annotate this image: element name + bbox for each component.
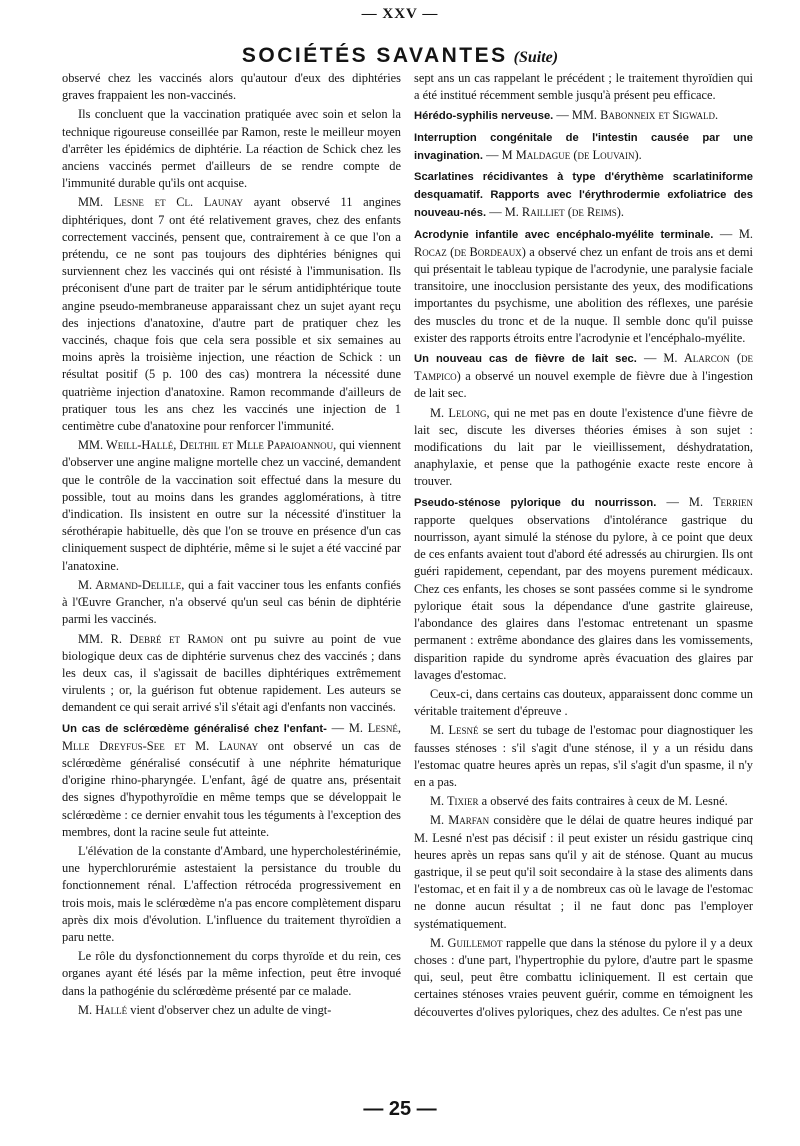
section-title: Interruption congénitale de l'intestin causée par une invagination. bbox=[414, 131, 753, 162]
paragraph bbox=[62, 1002, 401, 1019]
paragraph bbox=[414, 405, 753, 491]
author-names: MM. R. Debré et Ramon bbox=[78, 631, 224, 646]
author-names: M. Lelong, bbox=[430, 405, 490, 420]
author-names: — M. Rocaz (de Bordeaux) bbox=[414, 226, 753, 259]
left-column bbox=[62, 70, 401, 1021]
author-names: M. Armand-Delille, bbox=[78, 577, 185, 592]
author-names: — M. Alarcon (de Tampico) bbox=[414, 351, 753, 384]
author-names: M. Tixier bbox=[430, 794, 479, 809]
paragraph bbox=[414, 812, 753, 932]
author-names: — M. Terrien bbox=[666, 494, 753, 509]
paragraph-text: considère que le délai de quatre heures indiqué par M. Lesné n'est pas décisif : il peut exister un résidu gastrique cinq heures après un repas sans qu'il y ait de sténose. Quant au mucus gastrique, il se peut qu'il soit secondaire à la stase des aliments dans l'estomac, et en fait il y a de nombreux cas où le lavage de l'estomac ne donne aucun résultat ; il ne faut donc pas l'employer systématiquement. bbox=[414, 813, 753, 931]
paragraph-text: qui viennent d'observer une angine maligne mortelle chez un vacciné, demandent que le contrôle de la vaccination soit effectué dans la mesure du possible, tout au moins dans les grandes agglomérations, à titre d'indication. Ils insistent en outre sur la nécessité d'instituer la sérothérapie habituelle, dès que l'on se trouve en présence d'un cas cliniquement suspect de diphtérie, même si le sujet a été vacciné par l'anatoxine. bbox=[62, 438, 401, 573]
paragraph: sept ans un cas rappelant le précédent ; le traitement thyroïdien qui a été institué récemment semble jusqu'à présent peu efficace. bbox=[414, 71, 753, 103]
section-title: Hérédo-syphilis nerveuse. bbox=[414, 110, 554, 123]
paragraph-text: a observé un nouvel exemple de fièvre due à l'ingestion de lait sec. bbox=[414, 369, 753, 401]
author-names: M. Hallé bbox=[78, 1002, 128, 1017]
paragraph-text: qui ne met pas en doute l'existence d'une fièvre de lait sec, discute les diverses théories émises à son sujet : modifications du lait par le vieillissement, déshydratation, anaphylaxie, et pense que la pathogénie exacte reste encore à trouver. bbox=[414, 405, 754, 489]
paragraph-text: vient d'observer chez un adulte de vingt- bbox=[130, 1002, 332, 1017]
right-column bbox=[414, 70, 753, 1023]
paragraph bbox=[62, 631, 401, 717]
paragraph bbox=[414, 793, 753, 810]
section-title: Pseudo-sténose pylorique du nourrisson. bbox=[414, 496, 657, 509]
author-names: — M. Lesné, Mlle Dreyfus-See et M. Launay bbox=[62, 720, 401, 753]
paragraph-text: qui a fait vacciner tous les enfants confiés à l'Œuvre Grancher, n'a observé qu'un seul cas bénin de diphtérie parmi les vaccinés. bbox=[62, 577, 402, 627]
paragraph: Le rôle du dysfonctionnement du corps thyroïde et du rein, ces organes ayant été lésés par la même infection, peut être invoqué dans la pathogénie du sclérœdème présenté par ce malade. bbox=[62, 949, 401, 998]
paragraph: Ceux-ci, dans certains cas douteux, apparaissent donc comme un véritable traitement d'épreuve . bbox=[414, 686, 753, 719]
author-names: MM. Lesne et Cl. Launay bbox=[78, 195, 244, 210]
author-names: M. Lesné bbox=[430, 723, 479, 738]
paragraph bbox=[414, 935, 753, 1021]
paragraph-text: rapporte quelques observations d'intolérance gastrique du nourrisson, ayant simulé la sténose du pylore, à ce point que deux de ces enfants avaient tout d'abord été adressés au chirurgien. Ils ont guéri rapidement, cependant, par des moyens purement médicaux. Chez ces enfants, les choses se sont passées comme si le syndrome pylorique était sous la dépendance d'une gastrite glaireuse, l'abondance des glaires dans l'estomac entretenant un spasme permanent : extrême abondance des glaires dans les vomissements, disparition rapide du syndrome après évacuation des glaires par lavages d'estomac. bbox=[414, 512, 753, 682]
paragraph-text: ont pu suivre au point de vue biologique deux cas de diphtérie survenus chez des vaccinés ; dans les deux cas, il s'agissait de bacilles diphtériques extrêmement virulents ; or, la guérison fut obtenue rapidement. Les auteurs se demandent ce qui serait arrivé s'il s'était agi d'enfants non vaccinés. bbox=[62, 631, 401, 715]
section-title: Scarlatines récidivantes à type d'érythème scarlatiniforme desquamatif. Rapports avec l'érythrodermie exfoliatrice des nouveau-nés. bbox=[414, 171, 753, 220]
paragraph bbox=[414, 722, 753, 791]
author-names: — M. Railliet (de Reims). bbox=[489, 205, 624, 220]
page-number: — 25 — bbox=[363, 1098, 437, 1120]
paragraph bbox=[62, 194, 401, 435]
author-names: MM. Weill-Hallé, Delthil et Mlle Papaioannou, bbox=[78, 438, 337, 453]
paragraph-text: rappelle que dans la sténose du pylore il y a deux choses : d'une part, l'hypertrophie du pylore, d'autre part le spasme qui, seul, peut être combattu icliniquement. Il est certain que certaines sténoses vraies peuvent guérir, comme en témoignent les découvertes d'olives pyloriques, chez des adultes. Ce n'est pas une bbox=[414, 935, 753, 1019]
paragraph bbox=[62, 437, 401, 575]
section-title: Un cas de sclérœdème généralisé chez l'enfant- bbox=[62, 722, 327, 735]
section-title: Acrodynie infantile avec encéphalo-myélite terminale. bbox=[414, 228, 714, 241]
author-names: M. Guillemot bbox=[430, 935, 503, 950]
author-names: M. Marfan bbox=[430, 813, 490, 828]
author-names: — MM. Babonneix et Sigwald. bbox=[556, 108, 719, 123]
running-head-suite: (Suite) bbox=[513, 49, 559, 66]
paragraph-text: a observé chez un enfant de trois ans et demi qui présentait le tableau typique de l'acrodynie, une paralysie faciale transitoire, une inocclusion persistante des yeux, des modifications importantes du psychisme, une abolition des réflexes, une parésie des muscles du tronc et de la nuque. Il semble donc qu'il puisse exister des rapports étroits entre l'acrodynie et l'encéphalo-myélite. bbox=[414, 244, 753, 345]
author-names: — M Maldague (de Louvain). bbox=[486, 147, 642, 162]
paragraph bbox=[62, 577, 401, 629]
paragraph-text: se sert du tubage de l'estomac pour diagnostiquer les fausses sténoses : s'il s'agit d'une sténose, il y a un résidu dans l'estomac quatre heures après un repas, s'il s'agit d'un spasme, il n'y en a pas. bbox=[414, 723, 753, 789]
running-head bbox=[0, 44, 800, 68]
section-title: Un nouveau cas de fièvre de lait sec. bbox=[414, 353, 637, 366]
paragraph-text: ayant observé 11 angines diphtériques, dont 7 ont été relativement graves, chez des enfants correctement vaccinés, pensent que, contrairement à ce que l'on a prétendu, ce ne sont pas toujours des diphtéries bénignes qui surviennent chez les vaccinés qui ont résisté à l'immunisation. Ils préconisent d'une part de traiter par le sérum antidiphtérique toute angine pseudo-membraneuse apparaissant chez un sujet ayant reçu des injections d'anatoxine, d'autre part de pratiquer chez les vaccinés, chaque fois que cela sera possible et six semaines au moins après la troisième injection, une réaction de Schick : un résultat positif (5 p. 100 des cas) montrera la nécessité dune quatrième injection d'anatoxine. Ramon recommande d'ailleurs de pratiquer tous les ans chez les vaccinés une injection de 1 centimètre cube d'anatoxine pour renforcer l'immunité. bbox=[62, 195, 401, 434]
paragraph: observé chez les vaccinés alors qu'autour d'eux des diphtéries graves frappaient les non-vaccinés. bbox=[62, 71, 401, 103]
roman-folio: — XXV — bbox=[361, 6, 439, 22]
paragraph-text: ont observé un cas de sclérœdème généralisé consécutif à une néphrite hématurique d'origine rhino-pharyngée. L'enfant, âgé de quatre ans, présentait des signes d'hypothyroïdie en même temps que se développait le sclérœdème : ce dernier envahit tous les téguments à l'exception des membres, dont la racine seule fut atteinte. bbox=[62, 738, 401, 839]
paragraph-text: a observé des faits contraires à ceux de M. Lesné. bbox=[481, 794, 728, 809]
running-head-title: SOCIÉTÉS SAVANTES bbox=[241, 44, 508, 67]
paragraph: L'élévation de la constante d'Ambard, une hypercholestérinémie, une hyperchlorurémie astestaient la persistance du trouble du fonctionnement rénal. L'affection rétrocéda progressivement en trois mois, mais le sclérœdème n'a pas encore complètement disparu après dix mois d'évolution. L'influence du traitement thyroïdien a paru nette. bbox=[62, 843, 401, 944]
paragraph: Ils concluent que la vaccination pratiquée avec soin et selon la technique rigoureuse conseillée par Ramon, reste le meilleur moyen d'arrêter les épidémics de diphtérie. La réaction de Schick chez les anciens vaccinés permet d'ailleurs de se rendre compte de l'immunité durable qu'ils ont acquise. bbox=[62, 107, 401, 191]
